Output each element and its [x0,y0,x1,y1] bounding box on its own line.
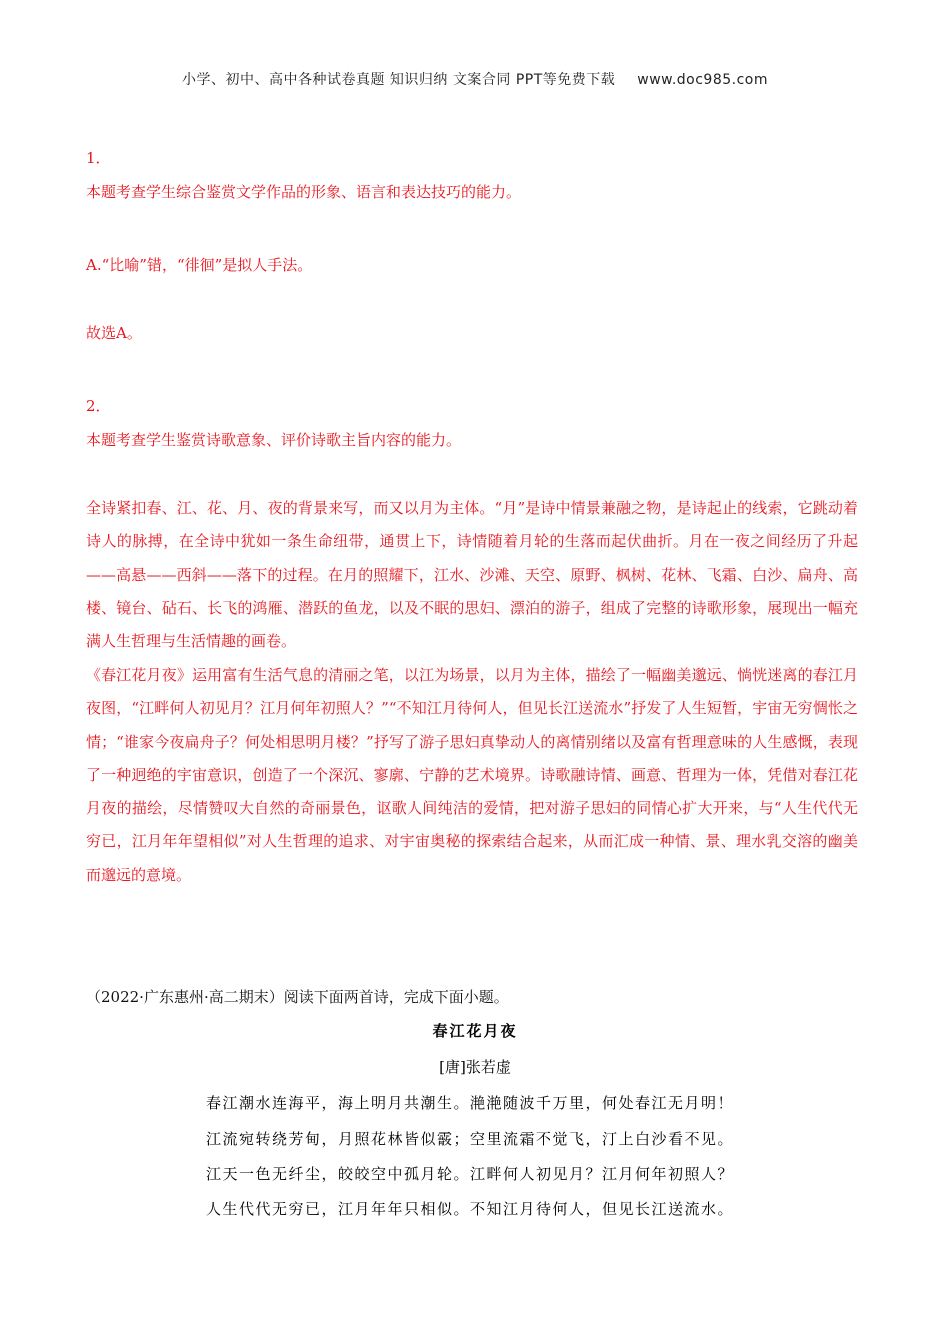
question-prompt: （2022·广东惠州·高二期末）阅读下面两首诗，完成下面小题。 [86,988,509,1006]
poem-line: 春江潮水连海平，海上明月共潮生。滟滟随波千万里，何处春江无月明！ [206,1094,735,1112]
poem-author: [唐]张若虚 [439,1058,511,1076]
answer-1-number: 1． [86,149,111,167]
answer-2-paragraph-1: 全诗紧扣春、江、花、月、夜的背景来写，而又以月为主体。“月”是诗中情景兼融之物，是诗起止的线索，它跳动着诗人的脉搏，在全诗中犹如一条生命纽带，通贯上下，诗情随着月轮的生落而起伏曲折。月在一夜之间经历了升起——高悬——西斜——落下的过程。在月的照耀下，江水、沙滩、天空、原野、枫树、花林、飞霜、白沙、扁舟、高楼、镜台、砧石、长飞的鸿雁、潜跃的鱼龙，以及不眠的思妇、漂泊的游子，组成了完整的诗歌形象，展现出一幅充满人生哲理与生活情趣的画卷。 [86,499,858,651]
answer-1-analysis: A.“比喻”错，“徘徊”是拟人手法。 [86,256,313,274]
page-header [0,69,950,89]
poem-line: 人生代代无穷已，江月年年只相似。不知江月待何人，但见长江送流水。 [206,1200,735,1218]
poem-line: 江天一色无纤尘，皎皎空中孤月轮。江畔何人初见月？江月何年初照人？ [206,1165,735,1183]
answer-1-intro: 本题考查学生综合鉴赏文学作品的形象、语言和表达技巧的能力。 [86,183,522,201]
answer-2-intro: 本题考查学生鉴赏诗歌意象、评价诗歌主旨内容的能力。 [86,431,462,449]
answer-1-conclusion: 故选A。 [86,324,142,342]
poem-title: 春江花月夜 [432,1022,518,1040]
header-site-link[interactable]: www.doc985.com [637,72,769,88]
answer-2-number: 2． [86,397,111,415]
poem-line: 江流宛转绕芳甸，月照花林皆似霰；空里流霜不觉飞，汀上白沙看不见。 [206,1130,735,1148]
answer-2-paragraph-2: 《春江花月夜》运用富有生活气息的清丽之笔，以江为场景，以月为主体，描绘了一幅幽美邈远、惝恍迷离的春江月夜图，“江畔何人初见月？江月何年初照人？”“不知江月待何人，但见长江送流水”抒发了人生短暂，宇宙无穷惆怅之情；“谁家今夜扁舟子？何处相思明月楼？”抒写了游子思妇真挚动人的离情别绪以及富有哲理意味的人生感慨，表现了一种迥绝的宇宙意识，创造了一个深沉、寥廓、宁静的艺术境界。诗歌融诗情、画意、哲理为一体，凭借对春江花月夜的描绘，尽情赞叹大自然的奇丽景色，讴歌人间纯洁的爱情，把对游子思妇的同情心扩大开来，与“人生代代无穷已，江月年年望相似”对人生哲理的追求、对宇宙奥秘的探索结合起来，从而汇成一种情、景、理水乳交溶的幽美而邈远的意境。 [86,666,858,884]
header-text: 小学、初中、高中各种试卷真题 知识归纳 文案合同 PPT等免费下载 [181,72,616,88]
